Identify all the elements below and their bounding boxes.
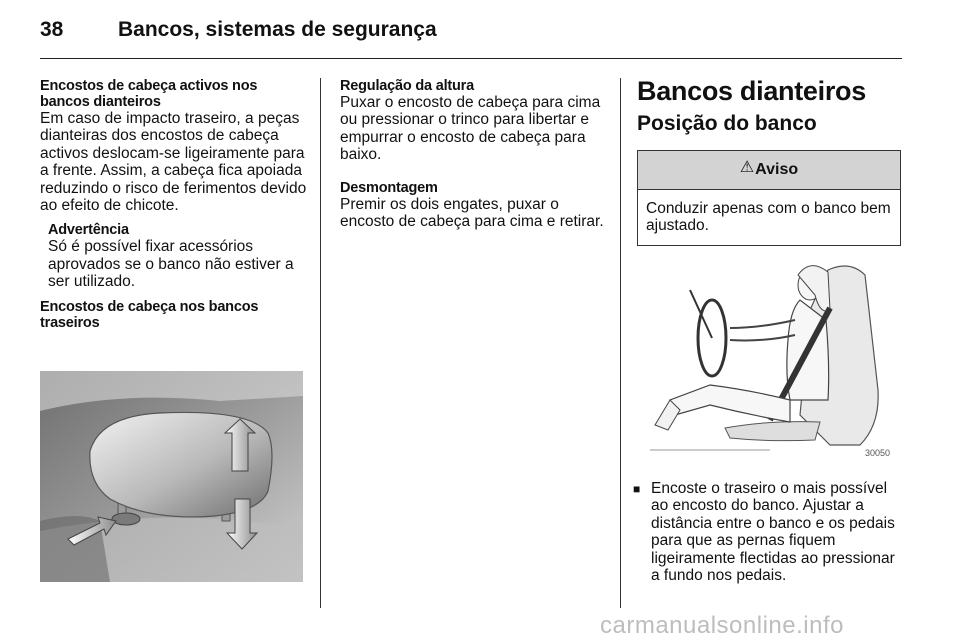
section-heading: Posição do banco xyxy=(637,112,817,135)
section-heading: Regulação da altura xyxy=(340,78,474,94)
page-number: 38 xyxy=(40,18,64,41)
bullet-text: Encoste o traseiro o mais possível ao encosto do banco. Ajustar a distância entre o banco e os pedais para que as pernas fiquem ligeiramente flectidas ao pressionar a fundo nos pedais. xyxy=(651,480,895,585)
column-right xyxy=(637,78,903,246)
column-divider xyxy=(620,78,621,608)
page-header xyxy=(40,18,902,58)
section-heading: Encostos de cabeça activos nos bancos dianteiros xyxy=(40,78,258,110)
paragraph: Em caso de impacto traseiro, a peças dianteiras dos encostos de cabeça activos deslocam-se ligeiramente para a frente. Assim, a cabeça fica apoiada reduzindo o risco de ferimentos devido ao efeito de chicote. xyxy=(40,110,307,215)
warning-title: Aviso xyxy=(755,161,799,179)
seat-position-illustration xyxy=(650,250,900,460)
column-left xyxy=(40,78,308,331)
section-heading: Desmontagem xyxy=(340,179,438,196)
watermark: carmanualsonline.info xyxy=(600,612,844,639)
headrest-illustration xyxy=(40,371,303,582)
section-heading: Encostos de cabeça nos bancos traseiros xyxy=(40,298,259,331)
warning-text: Conduzir apenas com o banco bem ajustado. xyxy=(646,200,891,235)
page-title: Bancos, sistemas de segurança xyxy=(118,18,437,41)
warning-header xyxy=(638,151,900,190)
note-text: Só é possível fixar acessórios aprovados se o banco não estiver a ser utilizado. xyxy=(48,238,294,291)
warning-box xyxy=(637,150,901,246)
warning-icon: ⚠ xyxy=(739,158,755,176)
column-divider xyxy=(320,78,321,608)
note-title: Advertência xyxy=(48,222,129,239)
bullet-icon: ■ xyxy=(633,482,641,496)
chapter-heading: Bancos dianteiros xyxy=(637,76,866,106)
paragraph: Puxar o encosto de cabeça para cima ou pressionar o trinco para libertar e empurrar o encosto de cabeça para baixo. xyxy=(340,94,601,164)
note-block xyxy=(40,222,308,290)
paragraph: Premir os dois engates, puxar o encosto de cabeça para cima e retirar. xyxy=(340,195,604,231)
list-item xyxy=(633,480,903,584)
column-middle xyxy=(340,78,610,230)
header-rule xyxy=(40,58,902,59)
figure-code: 30050 xyxy=(865,448,891,458)
bullet-list xyxy=(633,480,903,584)
